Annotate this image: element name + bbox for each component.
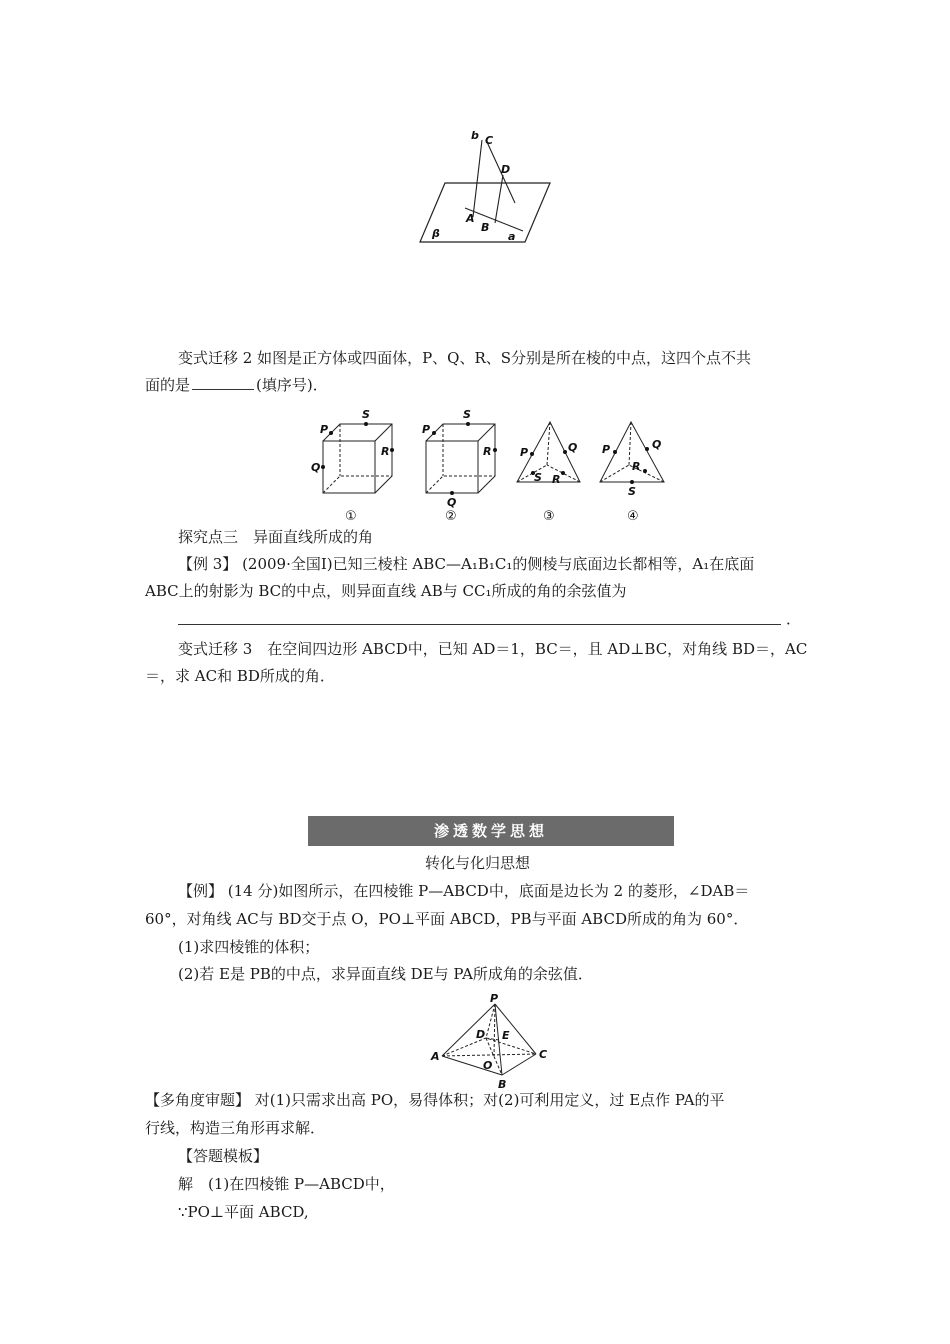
section-banner: 渗透数学思想 [308, 816, 674, 846]
c2-label-Q: Q [447, 496, 457, 509]
t4-label-Q: Q [652, 438, 662, 451]
solution-line2: ∵PO⊥平面 ABCD, [178, 1203, 309, 1221]
c2-label-R: R [483, 445, 492, 458]
t3-label-P: P [520, 446, 529, 459]
section-subtitle: 转化与化归思想 [424, 854, 530, 872]
c1-label-R: R [381, 445, 390, 458]
section-heading-3: 探究点三 异面直线所成的角 [178, 528, 374, 546]
label-beta: β [432, 227, 440, 240]
t4-label-P: P [602, 443, 611, 456]
figure-pyramid [428, 992, 558, 1092]
line-b [473, 140, 482, 217]
label-a: a [508, 230, 516, 243]
c1-label-Q: Q [311, 461, 321, 474]
cube-2 [426, 424, 495, 493]
analysis-line1: 【多角度审题】 对(1)只需求出高 PO，易得体积；对(2)可利用定义，过 E点作 PA的平 [145, 1091, 725, 1109]
c2-label-S: S [463, 408, 471, 421]
caption-2: ② [445, 509, 457, 524]
pyr-label-O: O [483, 1059, 493, 1072]
line-db [495, 175, 503, 223]
figure-plane-lines [415, 125, 565, 245]
label-C: C [485, 134, 494, 147]
pyr-label-C: C [539, 1048, 548, 1061]
t3-label-R: R [552, 473, 561, 486]
label-b: b [471, 129, 479, 142]
c1-label-P: P [320, 423, 329, 436]
pyr-label-B: B [498, 1078, 507, 1091]
t4-label-S: S [628, 485, 636, 498]
example3-line1: 【例 3】 (2009·全国Ⅰ)已知三棱柱 ABC—A₁B₁C₁的侧棱与底面边长都相等，A₁在底面 [178, 555, 755, 573]
example-line2: 60°，对角线 AC与 BD交于点 O，PO⊥平面 ABCD，PB与平面 ABCD所成的角为 60°． [145, 910, 749, 928]
label-A: A [466, 212, 475, 225]
example-line1: 【例】 (14 分)如图所示，在四棱锥 P—ABCD中，底面是边长为 2 的菱形，∠DAB＝ [178, 882, 750, 900]
pyr-label-P: P [490, 992, 499, 1005]
variant2-text-b: (填序号)． [256, 376, 328, 394]
figure-four-solids [305, 403, 605, 527]
example-question-2: (2)若 E是 PB的中点，求异面直线 DE与 PA所成角的余弦值． [178, 965, 593, 983]
answer-template-title: 【答题模板】 [178, 1147, 269, 1165]
caption-3: ③ [543, 509, 555, 524]
analysis-line2: 行线，构造三角形再求解． [145, 1119, 326, 1137]
variant2-line2 [145, 374, 810, 396]
pyr-label-D: D [476, 1028, 486, 1041]
solution-line1: 解 (1)在四棱锥 P—ABCD中， [178, 1175, 395, 1193]
variant3-line2: ＝，求 AC和 BD所成的角． [145, 667, 335, 685]
figure-tetrahedron-4 [598, 403, 678, 527]
answer-blank[interactable] [192, 375, 254, 390]
example3-answer-blank[interactable] [178, 624, 781, 625]
example3-end: ． [786, 610, 802, 628]
c2-label-P: P [422, 423, 431, 436]
variant3-line1: 变式迁移 3 在空间四边形 ABCD中，已知 AD＝1，BC＝，且 AD⊥BC，对角线 BD＝，AC [178, 640, 808, 658]
t4-label-R: R [632, 460, 641, 473]
t3-label-Q: Q [568, 441, 578, 454]
variant2-line1: 变式迁移 2 如图是正方体或四面体，P、Q、R、S分别是所在棱的中点，这四个点不共 [178, 349, 752, 367]
pyr-label-A: A [431, 1050, 440, 1063]
t3-label-S: S [534, 471, 542, 484]
caption-1: ① [345, 509, 357, 524]
label-D: D [501, 163, 511, 176]
caption-4: ④ [627, 509, 639, 524]
c1-label-S: S [362, 408, 370, 421]
example3-line2: ABC上的射影为 BC的中点，则异面直线 AB与 CC₁所成的角的余弦值为 [145, 582, 627, 600]
label-B: B [481, 221, 490, 234]
variant2-text-a: 面的是 [145, 376, 191, 394]
cube-1 [323, 424, 392, 493]
pyr-label-E: E [502, 1029, 510, 1042]
example-question-1: (1)求四棱锥的体积； [178, 938, 320, 956]
